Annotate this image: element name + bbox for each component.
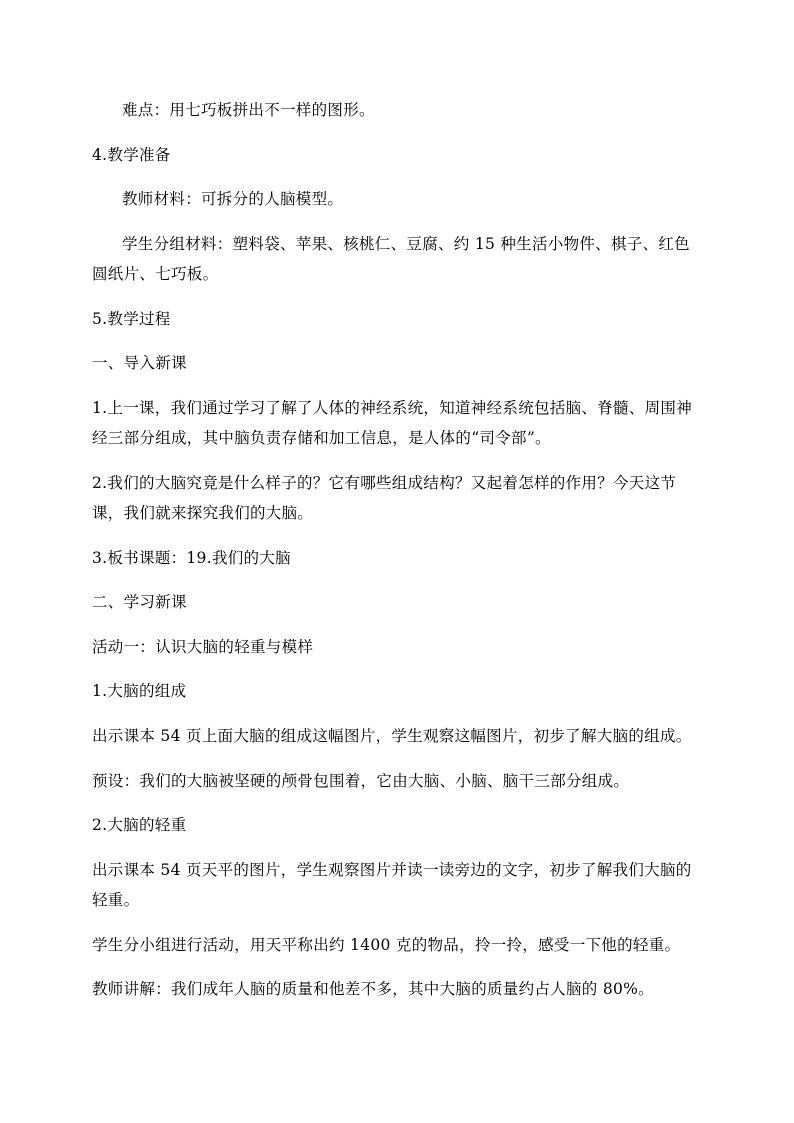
subheading-brain-composition: 1.大脑的组成 <box>92 682 187 700</box>
paragraph-teacher-explanation: 教师讲解：我们成年人脑的质量和他差不多，其中大脑的质量约占人脑的 80%。 <box>92 980 654 998</box>
paragraph-intro-2-cont: 课，我们就来探究我们的大脑。 <box>92 504 314 522</box>
paragraph-weight-show-cont: 轻重。 <box>92 891 140 909</box>
paragraph-composition-show: 出示课本 54 页上面大脑的组成这幅图片，学生观察这幅图片，初步了解大脑的组成。 <box>92 727 692 745</box>
paragraph-weight-show: 出示课本 54 页天平的图片，学生观察图片并读一读旁边的文字，初步了解我们大脑的 <box>92 861 692 879</box>
heading-teaching-preparation: 4.教学准备 <box>92 146 171 164</box>
paragraph-intro-1: 1.上一课，我们通过学习了解了人体的神经系统，知道神经系统包括脑、脊髓、周围神 <box>92 399 692 417</box>
paragraph-teacher-materials: 教师材料：可拆分的人脑模型。 <box>122 190 344 208</box>
paragraph-composition-preset: 预设：我们的大脑被坚硬的颅骨包围着，它由大脑、小脑、脑干三部分组成。 <box>92 772 630 790</box>
heading-new-lesson: 二、学习新课 <box>92 593 187 611</box>
paragraph-weight-activity: 学生分小组进行活动，用天平称出约 1400 克的物品，拎一拎，感受一下他的轻重。 <box>92 936 681 954</box>
subheading-brain-weight: 2.大脑的轻重 <box>92 816 187 834</box>
heading-teaching-process: 5.教学过程 <box>92 310 171 328</box>
heading-activity-one: 活动一：认识大脑的轻重与模样 <box>92 638 314 656</box>
paragraph-difficulty: 难点：用七巧板拼出不一样的图形。 <box>122 101 375 119</box>
paragraph-student-materials: 学生分组材料：塑料袋、苹果、核桃仁、豆腐、约 15 种生活小物件、棋子、红色 <box>122 235 690 253</box>
paragraph-intro-1-cont: 经三部分组成，其中脑负责存储和加工信息，是人体的“司令部”。 <box>92 429 551 447</box>
paragraph-student-materials-cont: 圆纸片、七巧板。 <box>92 265 219 283</box>
paragraph-intro-2: 2.我们的大脑究竟是什么样子的？它有哪些组成结构？又起着怎样的作用？今天这节 <box>92 474 677 492</box>
heading-introduction: 一、导入新课 <box>92 354 187 372</box>
paragraph-intro-3: 3.板书课题：19.我们的大脑 <box>92 549 291 567</box>
